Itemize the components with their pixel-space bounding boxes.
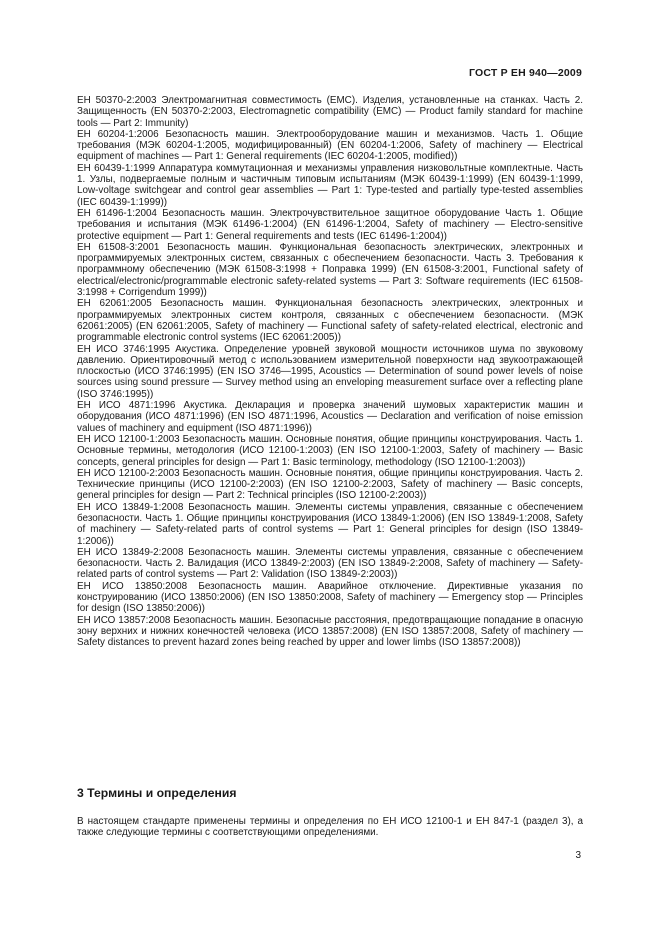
page-number: 3 [575, 850, 581, 861]
section-intro-text: В настоящем стандарте применены термины и определения по ЕН ИСО 12100-1 и ЕН 847-1 (раздел 3), а также следующие термины с соответствующими определениями. [77, 816, 583, 839]
reference-en-61508-3: ЕН 61508-3:2001 Безопасность машин. Функциональная безопасность электрических, электронных и программируемых электронных систем, связанных с обеспечением безопасности. Часть 3. Требования к программному обеспечению (МЭК 61508-3:1998 + Поправка 1999) (EN 61508-3:2001, Functional safety of electrical/electronic/programmable electronic safety-related systems — Part 3: Software requirements (IEC 61508-3:1998 + Corrigendum 1999)) [77, 241, 583, 299]
reference-en-61496-1: ЕН 61496-1:2004 Безопасность машин. Электрочувствительное защитное оборудование Часть 1. Общие требования и испытания (МЭК 61496-1:2004) (EN 61496-1:2004, Safety of machinery — Electro-sensitive protective equipment — Part 1: General requirements and tests (IEC 61496-1:2004)) [77, 207, 583, 242]
reference-en-60204-1: ЕН 60204-1:2006 Безопасность машин. Электрооборудование машин и механизмов. Часть 1. Общие требования (МЭК 60204-1:2005, модифицированный) (EN 60204-1:2006, Safety of machinery — Electrical equipment of machines — Part 1: General requirements (IEC 60204-1:2005, modified)) [77, 128, 583, 163]
section-heading: 3 Термины и определения [77, 786, 237, 800]
document-code: ГОСТ Р ЕН 940—2009 [468, 67, 582, 79]
reference-en-50370-2: ЕН 50370-2:2003 Электромагнитная совместимость (ЕМС). Изделия, установленные на станках. Часть 2. Защищенность (EN 50370-2:2003, Electromagnetic compatibility (EMC) — Product family standard for machine tools — Part 2: Immunity) [77, 95, 583, 129]
reference-en-iso-13849-2: ЕН ИСО 13849-2:2008 Безопасность машин. Элементы системы управления, связанные с обеспечением безопасности. Часть 2. Валидация (ИСО 13849-2:2003) (EN ISO 13849-2:2008, Safety of machinery — Safety-related parts of control systems — Part 2: Validation (ISO 13849-2:2003)) [77, 546, 583, 581]
normative-references-list [77, 95, 583, 649]
reference-en-iso-12100-1: ЕН ИСО 12100-1:2003 Безопасность машин. Основные понятия, общие принципы конструирования. Часть 1. Основные термины, методология (ИСО 12100-1:2003) (EN ISO 12100-1:2003, Safety of machinery — Basic concepts, general principles for design — Part 1: Basic terminology, methodology (ISO 12100-1:2003)) [77, 433, 583, 468]
reference-en-iso-12100-2: ЕН ИСО 12100-2:2003 Безопасность машин. Основные понятия, общие принципы конструирования. Часть 2. Технические принципы (ИСО 12100-2:2003) (EN ISO 12100-2:2003, Safety of machinery — Basic concepts, general principles for design — Part 2: Technical principles (ISO 12100-2:2003)) [77, 467, 583, 502]
reference-en-iso-13857: ЕН ИСО 13857:2008 Безопасность машин. Безопасные расстояния, предотвращающие попадание в опасную зону верхних и нижних конечностей человека (ИСО 13857:2008) (EN ISO 13857:2008, Safety of machinery — Safety distances to prevent hazard zones being reached by upper and lower limbs (ISO 13857:2008)) [77, 614, 583, 649]
reference-en-iso-3746: ЕН ИСО 3746:1995 Акустика. Определение уровней звуковой мощности источников шума по звуковому давлению. Ориентировочный метод с использованием измерительной поверхности над звукоотражающей плоскостью (ИСО 3746:1995) (EN ISO 3746—1995, Acoustics — Determination of sound power levels of noise sources using sound pressure — Survey method using an enveloping measurement surface over a reflecting plane (ISO 3746:1995)) [77, 343, 583, 400]
reference-en-iso-4871: ЕН ИСО 4871:1996 Акустика. Декларация и проверка значений шумовых характеристик машин и оборудования (ИСО 4871:1996) (EN ISO 4871:1996, Acoustics — Declaration and verification of noise emission values of machinery and equipment (ISO 4871:1996)) [77, 400, 583, 434]
reference-en-62061: ЕН 62061:2005 Безопасность машин. Функциональная безопасность электрических, электронных и программируемых электронных систем контроля, связанных с обеспечением безопасности. (МЭК 62061:2005) (EN 62061:2005, Safety of machinery — Functional safety of safety-related electrical, electronic and programmable electronic control systems (IEC 62061:2005)) [77, 298, 583, 344]
reference-en-iso-13850: ЕН ИСО 13850:2008 Безопасность машин. Аварийное отключение. Директивные указания по конструированию (ИСО 13850:2006) (EN ISO 13850:2008, Safety of machinery — Emergency stop — Principles for design (ISO 13850:2006)) [77, 580, 583, 615]
reference-en-60439-1: ЕН 60439-1:1999 Аппаратура коммутационная и механизмы управления низковольтные комплектные. Часть 1. Узлы, подвергаемые полным и частичным типовым испытаниям (МЭК 60439-1:1999) (EN 60439-1:1999, Low-voltage switchgear and control gear assemblies — Part 1: Type-tested and partially type-tested assemblies (IEC 60439-1:1999)) [77, 162, 583, 208]
reference-en-iso-13849-1: ЕН ИСО 13849-1:2008 Безопасность машин. Элементы системы управления, связанные с обеспечением безопасности. Часть 1. Общие принципы конструирования (ИСО 13849-1:2006) (EN ISO 13849-1:2008, Safety of machinery — Safety-related parts of control systems — Part 1: General principles for design (ISO 13849-1:2006)) [77, 501, 583, 547]
